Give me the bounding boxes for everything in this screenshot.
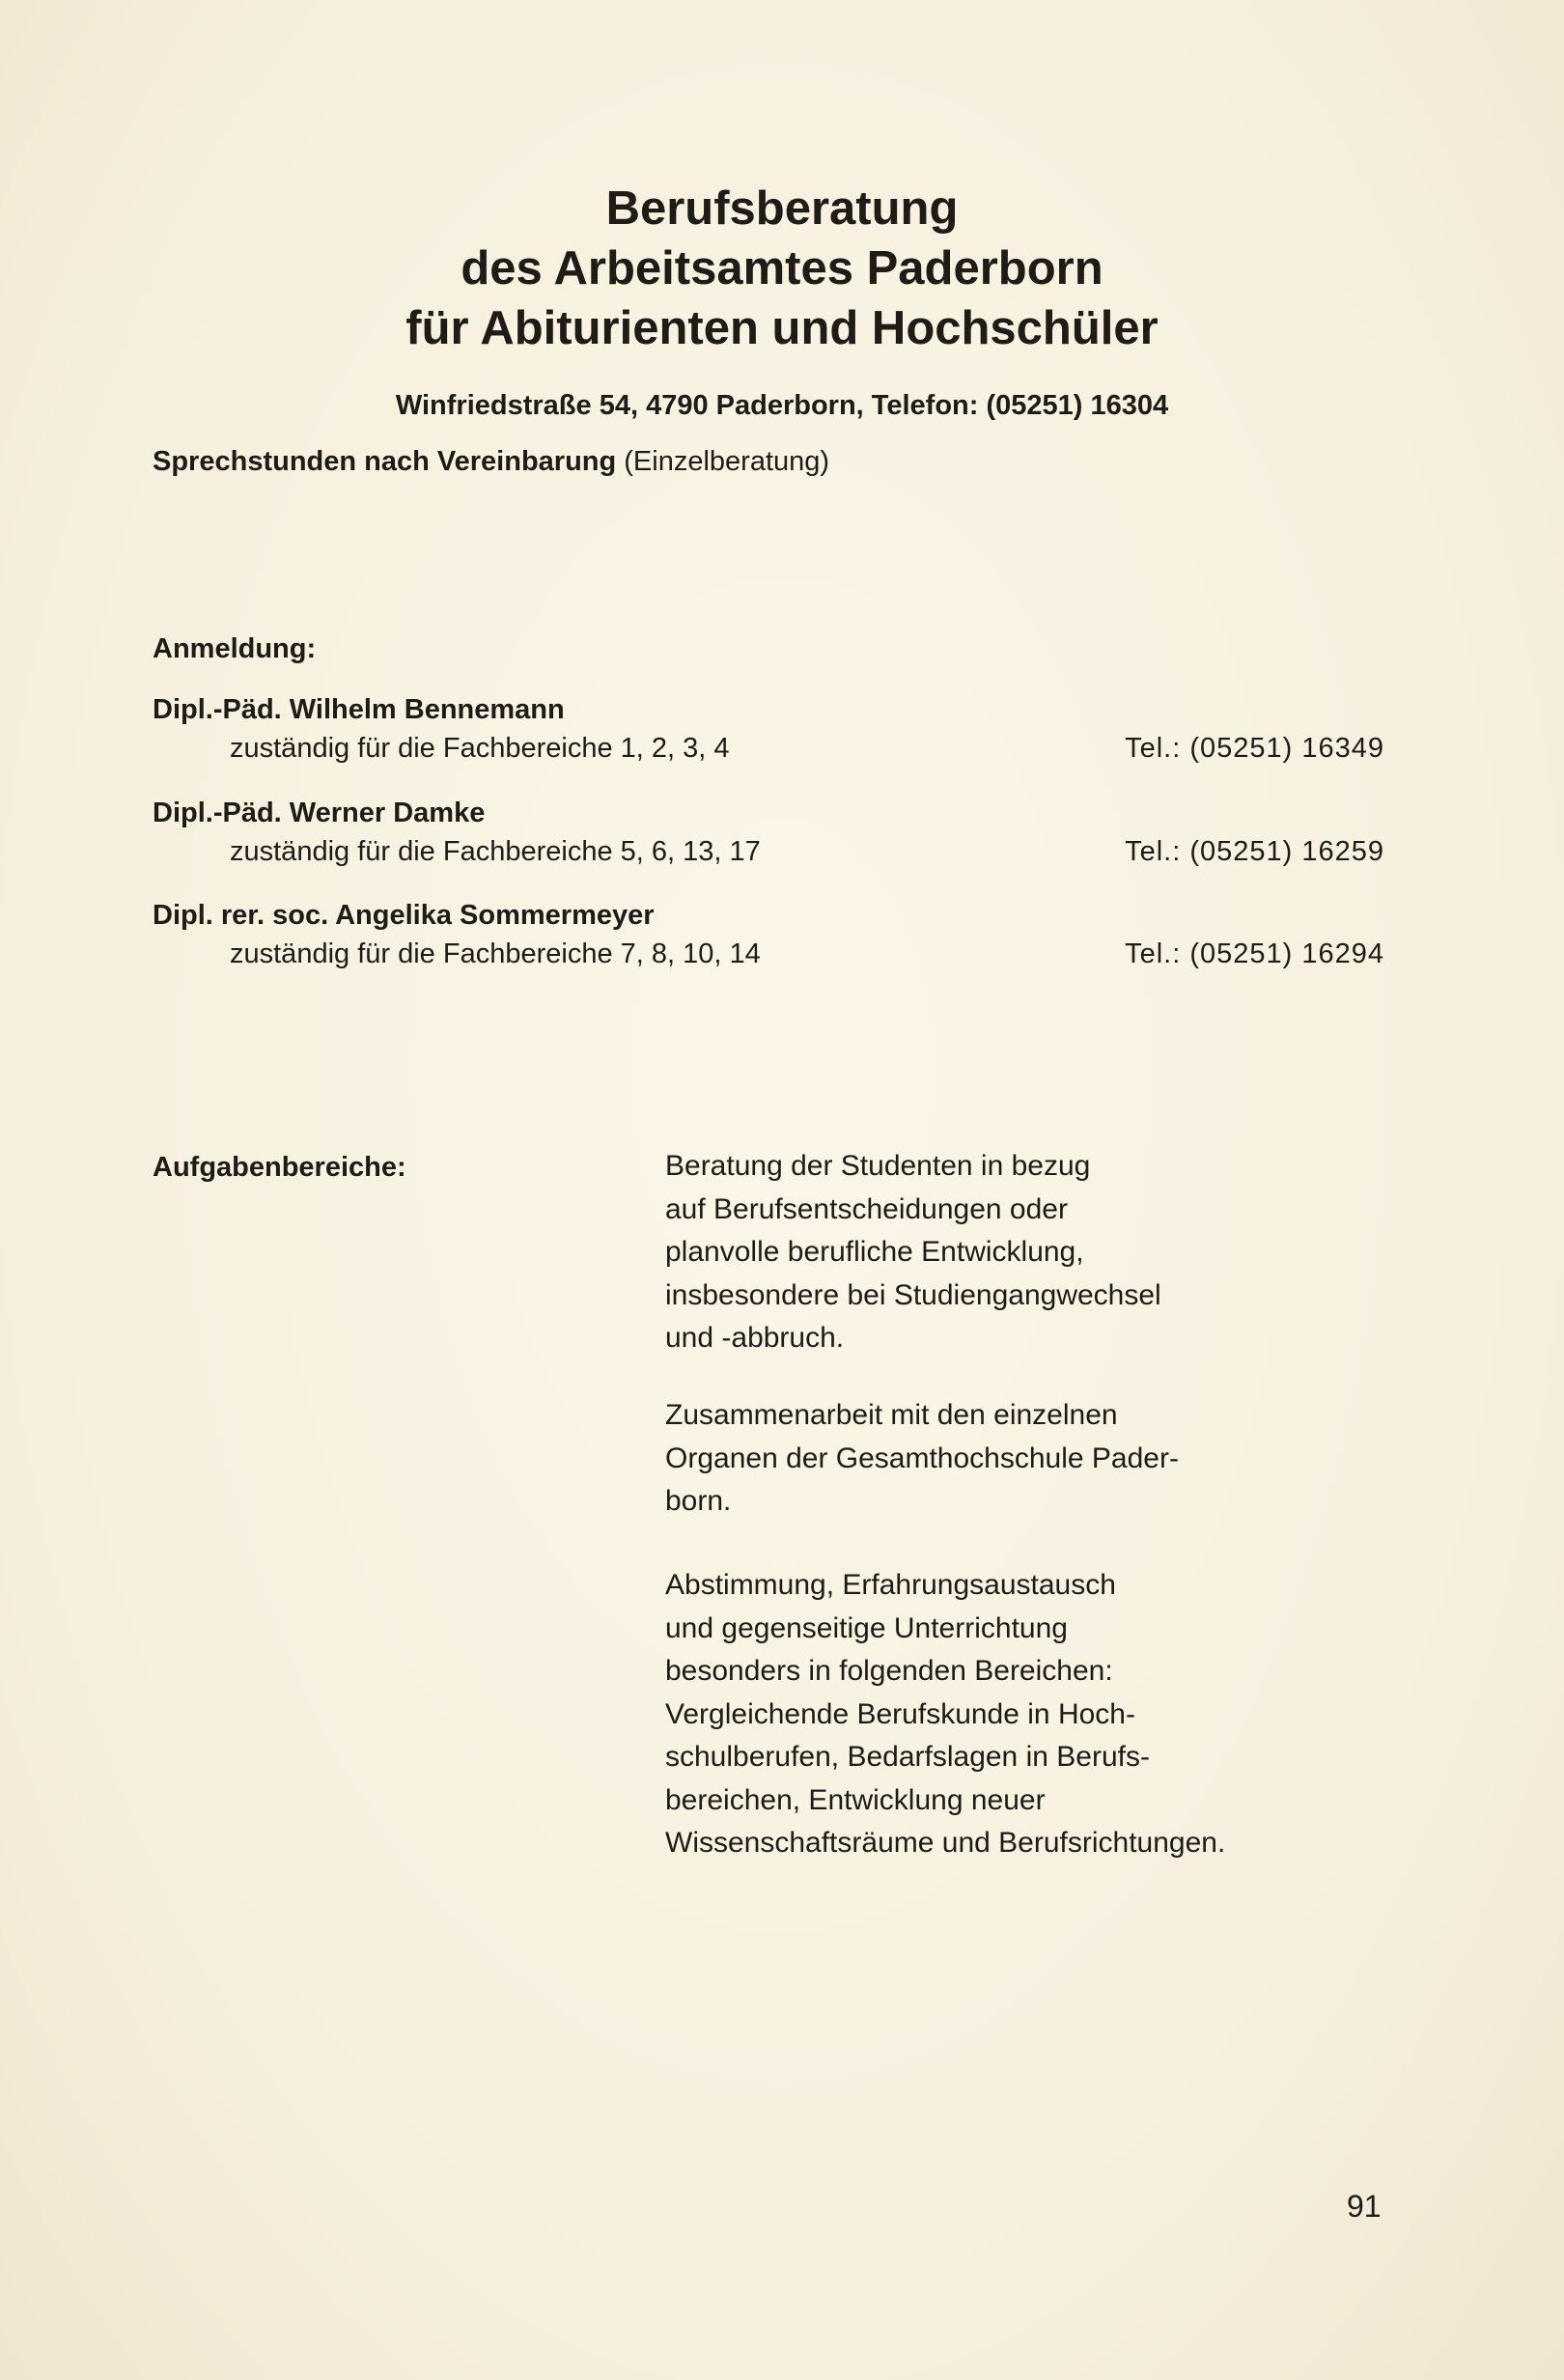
contact-responsibility: zuständig für die Fachbereiche 1, 2, 3, 4 xyxy=(230,733,730,764)
paragraph-line: bereichen, Entwicklung neuer xyxy=(665,1783,1046,1816)
paragraph-line: Zusammenarbeit mit den einzelnen xyxy=(665,1399,1118,1431)
contact-phone: Tel.: (05251) 16259 xyxy=(1125,836,1384,867)
paragraph-line: Beratung der Studenten in bezug xyxy=(665,1150,1091,1182)
contact-name: Dipl.-Päd. Wilhelm Bennemann xyxy=(153,694,565,725)
paragraph-line: besonders in folgenden Bereichen: xyxy=(665,1655,1113,1687)
contact-details xyxy=(153,729,1384,768)
paragraph-line: planvolle berufliche Entwicklung, xyxy=(665,1236,1084,1268)
paragraph-line: insbesondere bei Studiengangwechsel xyxy=(665,1278,1161,1311)
paragraph-line: Organen der Gesamthochschule Pader- xyxy=(665,1442,1179,1474)
page-title xyxy=(0,179,1564,358)
title-line-2: des Arbeitsamtes Paderborn xyxy=(461,242,1103,294)
office-hours-label: Sprechstunden nach Vereinbarung xyxy=(153,446,617,477)
paragraph-line: schulberufen, Bedarfslagen in Berufs- xyxy=(665,1741,1150,1773)
contact-details xyxy=(153,832,1384,871)
contact-responsibility: zuständig für die Fachbereiche 7, 8, 10, 14 xyxy=(230,938,761,969)
office-hours-note: (Einzelberatung) xyxy=(616,446,830,477)
contact-name: Dipl. rer. soc. Angelika Sommermeyer xyxy=(153,900,655,931)
contact-details xyxy=(153,935,1384,973)
aufgaben-paragraph-1 xyxy=(665,1145,1161,1360)
paragraph-line: auf Berufsentscheidungen oder xyxy=(665,1192,1068,1225)
paragraph-line: Vergleichende Berufskunde in Hoch- xyxy=(665,1697,1135,1730)
contact-entry-damke xyxy=(153,794,1384,871)
page-number: 91 xyxy=(1347,2189,1382,2224)
office-hours xyxy=(153,442,829,481)
contact-responsibility: zuständig für die Fachbereiche 5, 6, 13, 17 xyxy=(230,836,761,867)
contact-entry-sommermeyer xyxy=(153,896,1384,973)
paragraph-line: born. xyxy=(665,1485,732,1517)
contact-name: Dipl.-Päd. Werner Damke xyxy=(153,798,486,828)
address-line: Winfriedstraße 54, 4790 Paderborn, Telefon: (05251) 16304 xyxy=(395,390,1169,421)
aufgaben-paragraph-2 xyxy=(665,1394,1179,1524)
contact-phone: Tel.: (05251) 16349 xyxy=(1125,733,1384,764)
contact-phone: Tel.: (05251) 16294 xyxy=(1125,938,1384,969)
title-line-1: Berufsberatung xyxy=(605,182,959,235)
paragraph-line: Abstimmung, Erfahrungsaustausch xyxy=(665,1569,1116,1601)
paragraph-line: Wissenschaftsräume und Berufsrichtungen. xyxy=(665,1827,1226,1859)
title-line-3: für Abiturienten und Hochschüler xyxy=(405,302,1159,354)
aufgaben-heading: Aufgabenbereiche: xyxy=(153,1152,406,1183)
anmeldung-heading: Anmeldung: xyxy=(153,633,317,664)
paragraph-line: und -abbruch. xyxy=(665,1322,845,1354)
paragraph-line: und gegenseitige Unterrichtung xyxy=(665,1611,1068,1644)
contact-entry-bennemann xyxy=(153,690,1384,768)
aufgaben-paragraph-3 xyxy=(665,1564,1225,1865)
